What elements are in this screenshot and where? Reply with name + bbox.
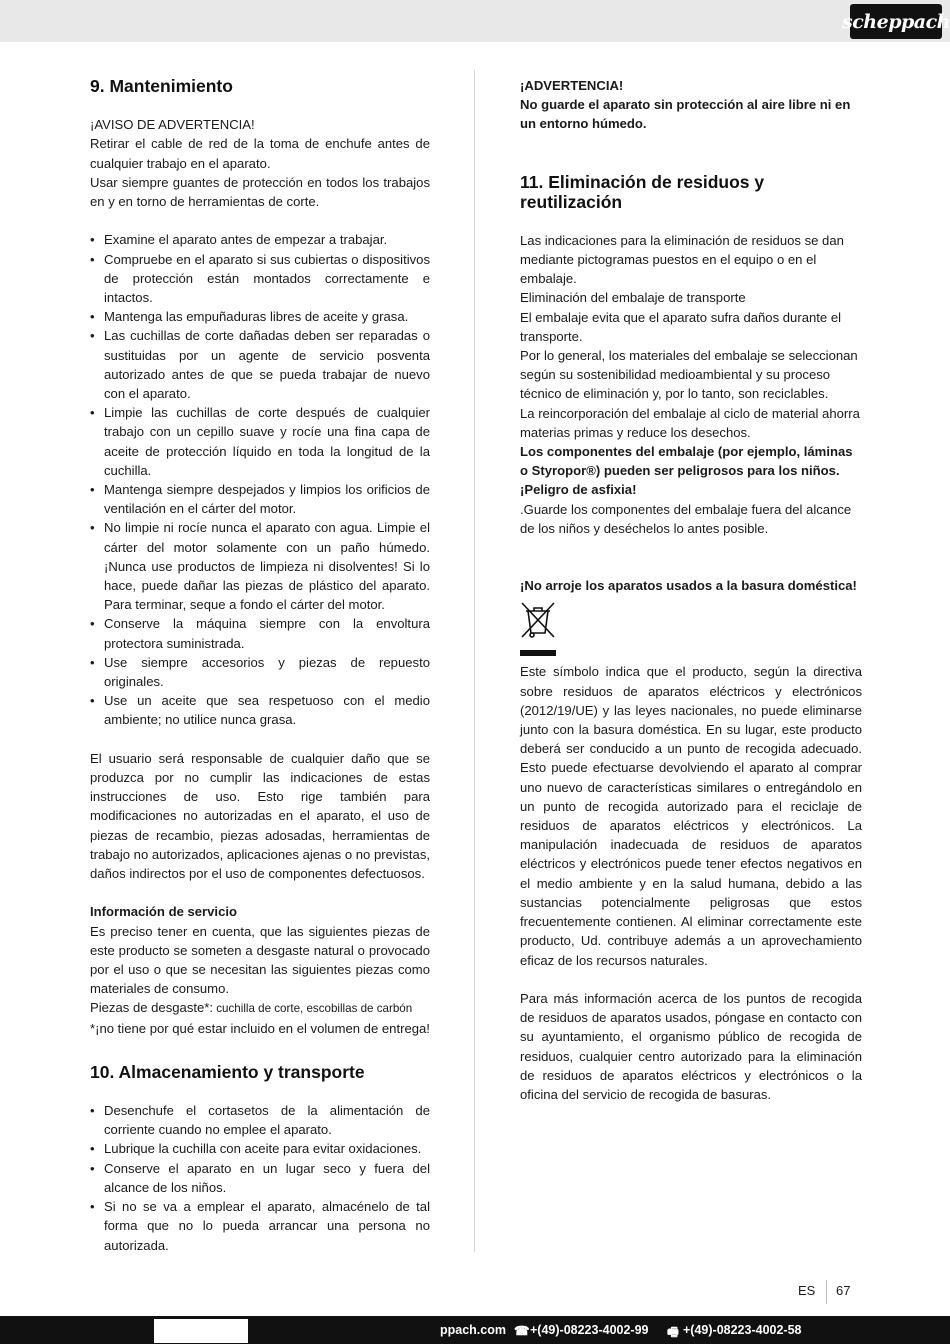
weee-symbol [520,601,862,656]
warning-text: No guarde el aparato sin protección al aire libre ni en un entorno húmedo. [520,97,851,132]
packaging-keep: .Guarde los componentes del embalaje fuera del alcance de los niños y deséchelos lo antes posible. [520,501,852,536]
wear-parts-value: cuchilla de corte, escobillas de carbón [213,1002,413,1016]
list-item: • Desenchufe el cortasetos de la alimentación de corriente cuando no emplee el aparato. [90,1101,430,1139]
more-info-paragraph: Para más información acerca de los puntos de recogida de residuos de aparatos usados, póngase en contacto con su ayuntamiento, el organismo público de recogida de residuos, cualquier centro autorizado para la eliminación de residuos de aparatos eléctricos y electrónicos o la oficina del servicio de recogida de basuras. [520,990,862,1102]
liability-paragraph: El usuario será responsable de cualquier daño que se produzca por no cumplir las indicaciones de estas instrucciones de uso. Esto rige también para modificaciones no autorizadas en el aparato, el uso de piezas de recambio, piezas adosadas, herramientas de trabajo no autorizados, aplicaciones ajenas o no previstas, daños indirectos por el uso de componentes defectuosos. [90,750,430,882]
wear-parts-label: Piezas de desgaste*: [90,1000,214,1016]
page-number: 67 [836,1283,851,1298]
disposal-paragraph: Eliminación del embalaje de transporte [520,290,746,306]
phone-icon: ☎ [514,1324,530,1338]
section-11-heading: 11. Eliminación de residuos y reutilización [520,171,765,212]
disposal-paragraph: Por lo general, los materiales del embalaje se seleccionan según su sostenibilidad medioambiental y su proceso técnico de eliminación y, por lo tanto, son reciclables. [520,348,858,402]
warning-title: ¡ADVERTENCIA! [520,78,624,93]
warning-intro-line: Usar siempre guantes de protección en todos los trabajos en y en torno de herramientas de corte. [90,174,430,209]
disposal-paragraph: La reincorporación del embalaje al ciclo de material ahorra materias primas y reduce los desechos. [520,405,860,440]
list-item: • Mantenga siempre despejados y limpios los orificios de ventilación en el cárter del motor. [90,480,430,518]
website-link[interactable]: ppach.com [440,1323,506,1337]
list-item: • Limpie las cuchillas de corte después de cualquier trabajo con un cepillo suave y rocíe una fina capa de aceite de protección líquido en toda la longitud de la cuchilla. [90,403,430,480]
warning-intro-title: ¡AVISO DE ADVERTENCIA! [90,117,255,133]
right-column [520,76,862,1104]
wear-parts-line [90,998,430,1018]
list-item: • Conserve el aparato en un lugar seco y fuera del alcance de los niños. [90,1159,430,1197]
service-info-title: Información de servicio [90,904,237,920]
weee-bar [520,650,556,656]
crossed-out-wheelie-bin-icon [520,601,556,639]
list-item: • Use siempre accesorios y piezas de repuesto originales. [90,653,430,691]
maintenance-list [90,230,430,729]
language-code: ES [798,1283,816,1298]
left-column [90,76,430,1255]
list-item: • Examine el aparato antes de empezar a trabajar. [90,230,430,249]
section-9-heading: 9. Mantenimiento [90,76,233,96]
warning-intro-line: Retirar el cable de red de la toma de enchufe antes de cualquier trabajo en el aparato. [90,136,430,171]
phone-number: +(49)-08223-4002-99 [530,1323,649,1337]
list-item: • Mantenga las empuñaduras libres de aceite y grasa. [90,307,430,326]
footer-white-box [154,1319,248,1343]
section-10-heading: 10. Almacenamiento y transporte [90,1061,365,1082]
list-item: • Lubrique la cuchilla con aceite para evitar oxidaciones. [90,1139,430,1158]
list-item: • Use un aceite que sea respetuoso con el medio ambiente; no utilice nunca grasa. [90,691,430,729]
list-item: • Las cuchillas de corte dañadas deben ser reparadas o sustituidas por un agente de servicio posventa autorizado antes de que se pueda trabajar de nuevo con el aparato. [90,326,430,403]
list-item: • Compruebe en el aparato si sus cubiertas o dispositivos de protección están montados correctamente e intactos. [90,250,430,308]
disposal-paragraph: Las indicaciones para la eliminación de residuos se dan mediante pictogramas puestos en el equipo o en el embalaje. [520,232,844,287]
packaging-warning: Los componentes del embalaje (por ejemplo, láminas o Styropor®) pueden ser peligrosos para los niños. ¡Peligro de asfixia! [520,444,853,498]
list-item: • No limpie ni rocíe nunca el aparato con agua. Limpie el cárter del motor solamente con un paño húmedo. ¡Nunca use productos de limpieza ni disolventes! Si lo hace, puede dañar las piezas de plástico del aparato. Para terminar, seque a fondo el cárter del motor. [90,518,430,614]
weee-paragraph: Este símbolo indica que el producto, según la directiva sobre residuos de aparatos eléctricos y electrónicos (2012/19/UE) y las leyes nacionales, no puede eliminarse junto con la basura doméstica. En su lugar, este producto deberá ser conducido a un punto de recogida adecuado. Esto puede efectuarse devolviendo el aparato al comprar uno nuevo de características similares o entregándolo en un punto de recogida autorizado para el reciclaje de residuos de aparatos eléctricos y electrónicos. La manipulación inadecuada de residuos de aparatos eléctricos y electrónicos puede tener efectos negativos en el medio ambiente y en la salud humana, debido a las sustancias potencialmente peligrosas que estos frecuentemente contienen. Al eliminar correctamente este producto, Ud. contribuye además a un aprovechamiento eficaz de los recursos naturales. [520,664,862,968]
household-waste-warning: ¡No arroje los aparatos usados a la basura doméstica! [520,578,857,594]
wear-parts-note: *¡no tiene por qué estar incluido en el volumen de entrega! [90,1020,430,1036]
footer-bar [0,1316,950,1344]
storage-list [90,1101,430,1255]
list-item: • Si no se va a emplear el aparato, almacénelo de tal forma que no lo pueda arrancar una persona no autorizada. [90,1197,430,1255]
header-bar [0,0,950,42]
brand-logo: scheppach [850,4,942,39]
fax-icon: 🖷 [667,1325,679,1339]
fax-number: +(49)-08223-4002-58 [683,1323,802,1337]
list-item: • Conserve la máquina siempre con la envoltura protectora suministrada. [90,614,430,652]
service-info-text: Es preciso tener en cuenta, que las siguientes piezas de este producto se someten a desgaste natural o provocado por el uso o que se necesitan las siguientes piezas como materiales de consumo. [90,923,430,997]
disposal-paragraph: El embalaje evita que el aparato sufra daños durante el transporte. [520,309,842,344]
column-divider [474,70,475,1252]
footer-separator [826,1280,827,1304]
